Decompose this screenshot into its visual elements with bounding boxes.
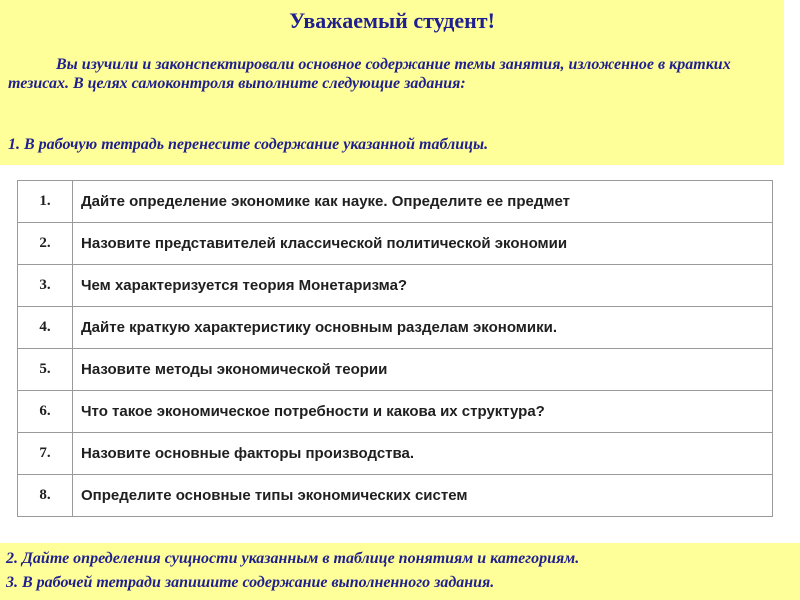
row-question: Что такое экономическое потребности и какова их структура? [73,391,773,433]
table-row [18,223,773,265]
row-number: 5. [18,349,73,391]
row-number: 2. [18,223,73,265]
footer-box [0,543,800,600]
row-question: Назовите представителей классической политической экономии [73,223,773,265]
table-row [18,307,773,349]
table-row [18,265,773,307]
table-row [18,349,773,391]
row-question: Дайте краткую характеристику основным разделам экономики. [73,307,773,349]
row-number: 4. [18,307,73,349]
intro-text: Вы изучили и законспектировали основное содержание темы занятия, изложенное в кратких тезисах. В целях самоконтроля выполните следующие задания: [8,56,731,92]
row-question: Чем характеризуется теория Монетаризма? [73,265,773,307]
table-row [18,181,773,223]
row-question: Определите основные типы экономических систем [73,475,773,517]
task-3-text: 3. В рабочей тетради запишите содержание выполненного задания. [6,574,495,591]
row-number: 3. [18,265,73,307]
row-number: 6. [18,391,73,433]
row-question: Дайте определение экономике как науке. Определите ее предмет [73,181,773,223]
row-question: Назовите методы экономической теории [73,349,773,391]
table-row [18,391,773,433]
table-row [18,475,773,517]
questions-table [17,180,773,517]
row-question: Назовите основные факторы производства. [73,433,773,475]
page-title: Уважаемый студент! [289,8,495,33]
header-box [0,0,784,165]
task-2-text: 2. Дайте определения сущности указанным в таблице понятиям и категориям. [6,550,580,567]
row-number: 1. [18,181,73,223]
task-1-text: 1. В рабочую тетрадь перенесите содержание указанной таблицы. [8,136,489,153]
row-number: 7. [18,433,73,475]
table-row [18,433,773,475]
row-number: 8. [18,475,73,517]
